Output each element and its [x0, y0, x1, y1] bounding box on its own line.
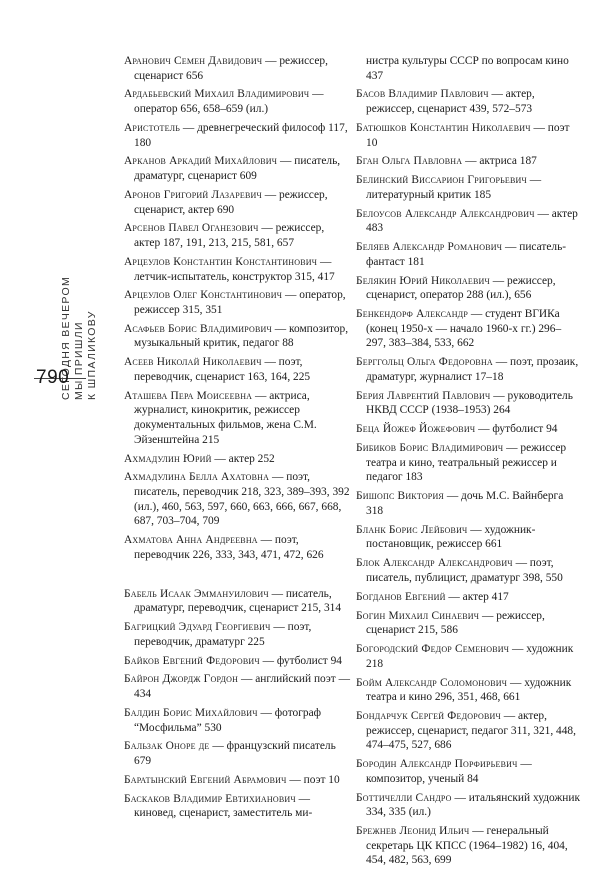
entry-name: Богородский Федор Семенович: [356, 643, 510, 656]
index-entry: [356, 207, 580, 236]
entry-description: — поэт 10: [366, 121, 570, 149]
index-entry: [124, 322, 350, 351]
index-entry: [356, 642, 580, 671]
entry-name: Богин Михаил Синаевич: [356, 609, 480, 622]
entry-description: — английский поэт — 434: [134, 673, 350, 701]
index-entry: [356, 307, 580, 351]
index-entry: [356, 422, 580, 437]
entry-name: Батюшков Константин Николаевич: [356, 121, 531, 134]
index-entry: [356, 590, 580, 605]
entry-description: — фотограф “Мосфильма” 530: [134, 706, 322, 734]
index-entry: [356, 355, 580, 384]
index-entry: [356, 274, 580, 303]
entry-description: — писатель-фантаст 181: [366, 241, 567, 268]
index-entry: [356, 121, 580, 150]
entry-description: — художник театра и кино 296, 351, 468, 661: [366, 676, 572, 704]
entry-description: — поэт, переводчик, сценарист 163, 164, 225: [134, 356, 311, 383]
entry-name: Аташева Пера Моисеевна: [124, 389, 253, 402]
index-entry: [356, 154, 580, 169]
entry-description: — футболист 94: [475, 423, 558, 436]
index-entry: [124, 739, 350, 768]
index-entry: [124, 87, 350, 116]
entry-description: — древнегреческий философ 117, 180: [134, 121, 348, 149]
entry-description: — актриса 187: [462, 155, 537, 168]
entry-description: — художник-постановщик, режиссер 661: [366, 523, 536, 551]
index-entry: [356, 791, 580, 820]
entry-name: Бланк Борис Лейбович: [356, 523, 468, 536]
entry-name: Арцеулов Константин Константинович: [124, 255, 318, 268]
entry-description: — киновед, сценарист, заместитель ми-: [134, 792, 313, 820]
entry-name: Белоусов Александр Александрович: [356, 207, 535, 220]
entry-description: — режиссер, сценарист, актер 690: [134, 188, 328, 216]
entry-name: Асафьев Борис Владимирович: [124, 322, 272, 335]
entry-description: — режиссер, актер 187, 191, 213, 215, 581, 657: [134, 222, 325, 250]
entry-description: — писатель, драматург, переводчик, сценарист 215, 314: [134, 587, 342, 615]
entry-description: — оператор, режиссер 315, 351: [134, 289, 346, 316]
entry-name: Ахмадулин Юрий: [124, 452, 212, 465]
entry-name: Басов Владимир Павлович: [356, 88, 489, 101]
entry-name: Бишопс Виктория: [356, 490, 444, 503]
index-entry: [124, 470, 350, 528]
entry-description: — поэт, переводчик 226, 333, 343, 471, 472, 626: [134, 534, 324, 561]
entry-name: Аронов Григорий Лазаревич: [124, 188, 262, 201]
index-entry: [356, 556, 580, 585]
entry-description: — композитор, музыкальный критик, педагог 88: [134, 322, 349, 350]
index-entry: [124, 672, 350, 701]
entry-name: Аранович Семен Давидович: [124, 55, 263, 67]
entry-name: Берия Лаврентий Павлович: [356, 389, 491, 402]
index-entry: [356, 709, 580, 753]
entry-name: Ахмадулина Белла Ахатовна: [124, 471, 270, 484]
index-column-right: [356, 54, 580, 872]
entry-description: — актриса, журналист, кинокритик, режиссер документальных фильмов, жена С.М. Эйзенштейна 215: [134, 389, 317, 446]
index-entry: [124, 154, 350, 183]
index-entry: [356, 489, 580, 518]
entry-name: Арканов Аркадий Михайлович: [124, 155, 278, 168]
entry-name: Бондарчук Сергей Федорович: [356, 710, 501, 723]
index-entry: [356, 441, 580, 485]
entry-name: Балдин Борис Михайлович: [124, 706, 258, 719]
entry-description: — актер 483: [366, 207, 578, 235]
entry-description: — актер 252: [211, 452, 275, 465]
index-entry: [124, 792, 350, 821]
entry-name: Ардабьевский Михаил Владимирович: [124, 88, 310, 101]
index-entry: [356, 757, 580, 786]
page-number: 790: [36, 367, 70, 388]
letter-section-gap: [124, 567, 350, 587]
entry-name: Арсенов Павел Оганезович: [124, 222, 259, 235]
entry-name: Брежнев Леонид Ильич: [356, 825, 470, 838]
entry-description: — режиссер театра и кино, театральный режиссер и педагог 183: [366, 442, 567, 484]
entry-name: Арцеулов Олег Константинович: [124, 289, 283, 302]
index-entry: [356, 676, 580, 705]
entry-name: Бальзак Оноре де: [124, 740, 210, 753]
index-entry: [124, 452, 350, 467]
entry-description: — актер, режиссер, сценарист, педагог 311, 321, 448, 474–475, 527, 686: [366, 710, 576, 752]
entry-description: — поэт 10: [286, 773, 340, 786]
entry-description: — французский писатель 679: [134, 740, 336, 767]
index-entry: [124, 620, 350, 649]
entry-description: — летчик-испытатель, конструктор 315, 417: [134, 255, 335, 283]
entry-description: — актер 417: [445, 590, 509, 603]
entry-name: Бган Ольга Павловна: [356, 155, 463, 168]
entry-name: Белякин Юрий Николаевич: [356, 274, 490, 287]
entry-name: Аристотель: [124, 121, 181, 134]
entry-description: — генеральный секретарь ЦК КПСС (1964–1982) 16, 404, 454, 482, 563, 699: [366, 825, 568, 867]
entry-description: — поэт, писатель, переводчик 218, 323, 389–393, 392 (ил.), 460, 563, 597, 660, 663, 666, 667, 668, 687, 703–704, 709: [134, 471, 350, 528]
entry-name: Блок Александр Александрович: [356, 557, 513, 570]
book-title-line: К ШПАЛИКОВУ: [86, 310, 98, 400]
entry-description: — дочь М.С. Вайнберга 318: [366, 490, 564, 517]
entry-description: — руководитель НКВД СССР (1938–1953) 264: [366, 389, 573, 417]
entry-name: Багрицкий Эдуард Георгиевич: [124, 621, 271, 634]
index-entry-continuation: нистра культуры СССР по вопросам кино 437: [366, 55, 569, 82]
book-title-line: СЕГОДНЯ ВЕЧЕРОМ: [60, 275, 72, 400]
entry-description: — поэт, прозаик, драматург, журналист 17–18: [366, 356, 579, 383]
index-entry: [124, 706, 350, 735]
entry-description: — поэт, писатель, публицист, драматург 398, 550: [366, 557, 563, 584]
entry-name: Бойм Александр Соломонович: [356, 676, 508, 689]
index-entry: [356, 240, 580, 269]
entry-name: Боттичелли Сандро: [356, 791, 452, 804]
entry-description: — футболист 94: [259, 654, 342, 667]
index-entry: [124, 121, 350, 150]
entry-description: — художник 218: [366, 643, 574, 670]
index-entry: [124, 288, 350, 317]
index-entry: [124, 255, 350, 284]
index-entry: [356, 523, 580, 552]
index-entry: [356, 389, 580, 418]
entry-name: Беляев Александр Романович: [356, 241, 503, 254]
index-entry: [356, 824, 580, 868]
entry-name: Бабель Исаак Эммануилович: [124, 587, 269, 600]
book-title-line: МЫ ПРИШЛИ: [73, 321, 85, 400]
entry-name: Бенкендорф Александр: [356, 308, 468, 321]
entry-name: Байрон Джордж Гордон: [124, 673, 239, 686]
entry-description: — студент ВГИКа (конец 1950-х — начало 1960-х гг.) 296–297, 383–384, 533, 662: [366, 308, 562, 350]
entry-name: Богданов Евгений: [356, 590, 446, 603]
entry-description: — режиссер, сценарист, оператор 288 (ил.), 656: [366, 274, 556, 302]
entry-name: Бородин Александр Порфирьевич: [356, 758, 518, 771]
entry-description: — режиссер, сценарист 215, 586: [366, 609, 545, 637]
entry-name: Асеев Николай Николаевич: [124, 356, 262, 369]
entry-name: Белинский Виссарион Григорьевич: [356, 174, 527, 187]
entry-name: Байков Евгений Федорович: [124, 654, 260, 667]
index-entry: [124, 221, 350, 250]
entry-description: — поэт, переводчик, драматург 225: [134, 621, 312, 648]
index-entry: [124, 188, 350, 217]
entry-description: — композитор, ученый 84: [366, 758, 532, 785]
entry-name: Ахматова Анна Андреевна: [124, 534, 258, 547]
index-entry: [124, 54, 350, 83]
entry-name: Баскаков Владимир Евтихианович: [124, 792, 296, 805]
index-entry: [356, 87, 580, 116]
index-entry: [356, 173, 580, 202]
index-entry: [356, 609, 580, 638]
entry-name: Берггольц Ольга Федоровна: [356, 356, 493, 369]
index-entry: [124, 587, 350, 616]
page-sidebar: [0, 0, 100, 844]
entry-description: — итальянский художник 334, 335 (ил.): [366, 791, 581, 819]
entry-description: — писатель, драматург, сценарист 609: [134, 155, 341, 183]
entry-name: Беца Йожеф Йожефович: [356, 423, 476, 436]
entry-description: — актер, режиссер, сценарист 439, 572–573: [366, 88, 535, 116]
index-column-left: [124, 54, 350, 825]
index-entry: [124, 533, 350, 562]
index-entry: [124, 654, 350, 669]
index-entry: [124, 773, 350, 788]
index-entry: [124, 389, 350, 447]
entry-description: — режиссер, сценарист 656: [134, 55, 328, 82]
entry-name: Баратынский Евгений Абрамович: [124, 773, 287, 786]
index-entry: [124, 355, 350, 384]
entry-description: — оператор 656, 658–659 (ил.): [134, 88, 324, 116]
entry-description: — литературный критик 185: [366, 174, 542, 201]
entry-name: Бибиков Борис Владимирович: [356, 442, 504, 455]
